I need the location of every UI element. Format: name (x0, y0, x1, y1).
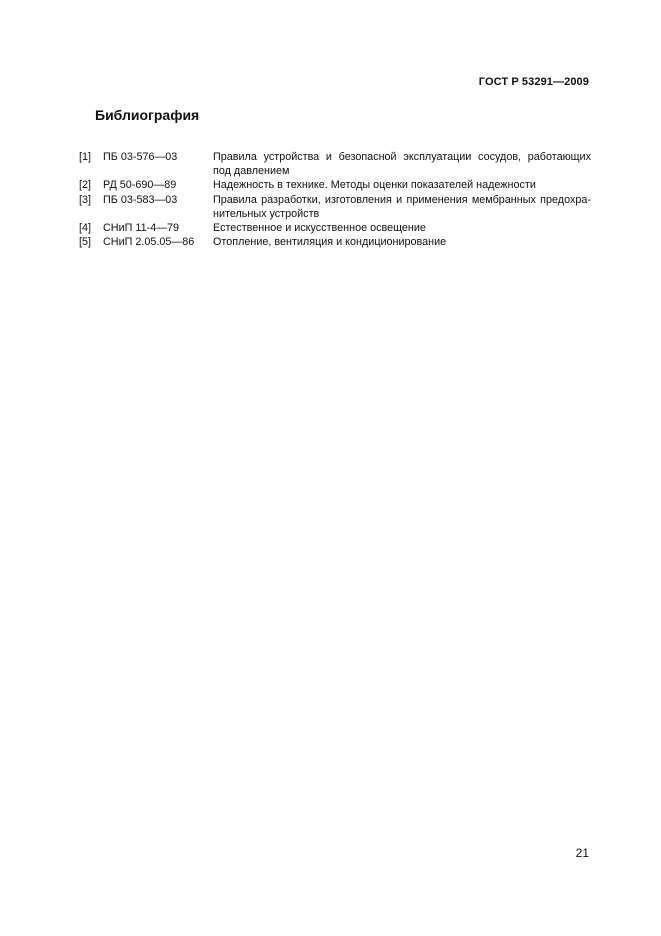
entry-code: ПБ 03-583—03 (103, 193, 178, 206)
bibliography-entry (79, 193, 591, 221)
entry-code: РД 50-690—89 (103, 179, 177, 192)
entry-title-line: Правила устройства и безопасной эксплуатации сосудов, работающих (213, 151, 591, 163)
entry-title (213, 178, 591, 192)
entry-number: [2] (79, 179, 92, 192)
entry-title (213, 150, 591, 178)
entry-title-line: под давлением (213, 165, 290, 178)
bibliography-list (79, 150, 591, 249)
page-header-doc-code: ГОСТ Р 53291—2009 (478, 76, 589, 88)
entry-title-line: Надежность в технике. Методы оценки показателей надежности (213, 179, 536, 192)
entry-code: СНиП 11-4—79 (103, 222, 179, 235)
entry-number: [5] (79, 236, 92, 249)
bibliography-entry (79, 150, 591, 178)
entry-number: [3] (79, 193, 92, 206)
entry-title-line: нительных устройств (213, 207, 320, 220)
bibliography-entry (79, 221, 591, 235)
bibliography-entry (79, 178, 591, 192)
entry-title-line: Естественное и искусственное освещение (213, 222, 426, 235)
entry-title-line: Отопление, вентиляция и кондиционирование (213, 236, 447, 249)
entry-title-line: Правила разработки, изготовления и применения мембранных предохра- (213, 193, 591, 206)
entry-title (213, 193, 591, 221)
entry-title (213, 235, 591, 249)
entry-title (213, 221, 591, 235)
entry-code: СНиП 2.05.05—86 (103, 236, 195, 249)
entry-number: [1] (79, 151, 92, 163)
entry-code: ПБ 03-576—03 (103, 151, 178, 163)
page-number: 21 (575, 846, 589, 860)
section-title: Библиография (95, 107, 200, 123)
entry-number: [4] (79, 222, 92, 235)
bibliography-entry (79, 235, 591, 249)
